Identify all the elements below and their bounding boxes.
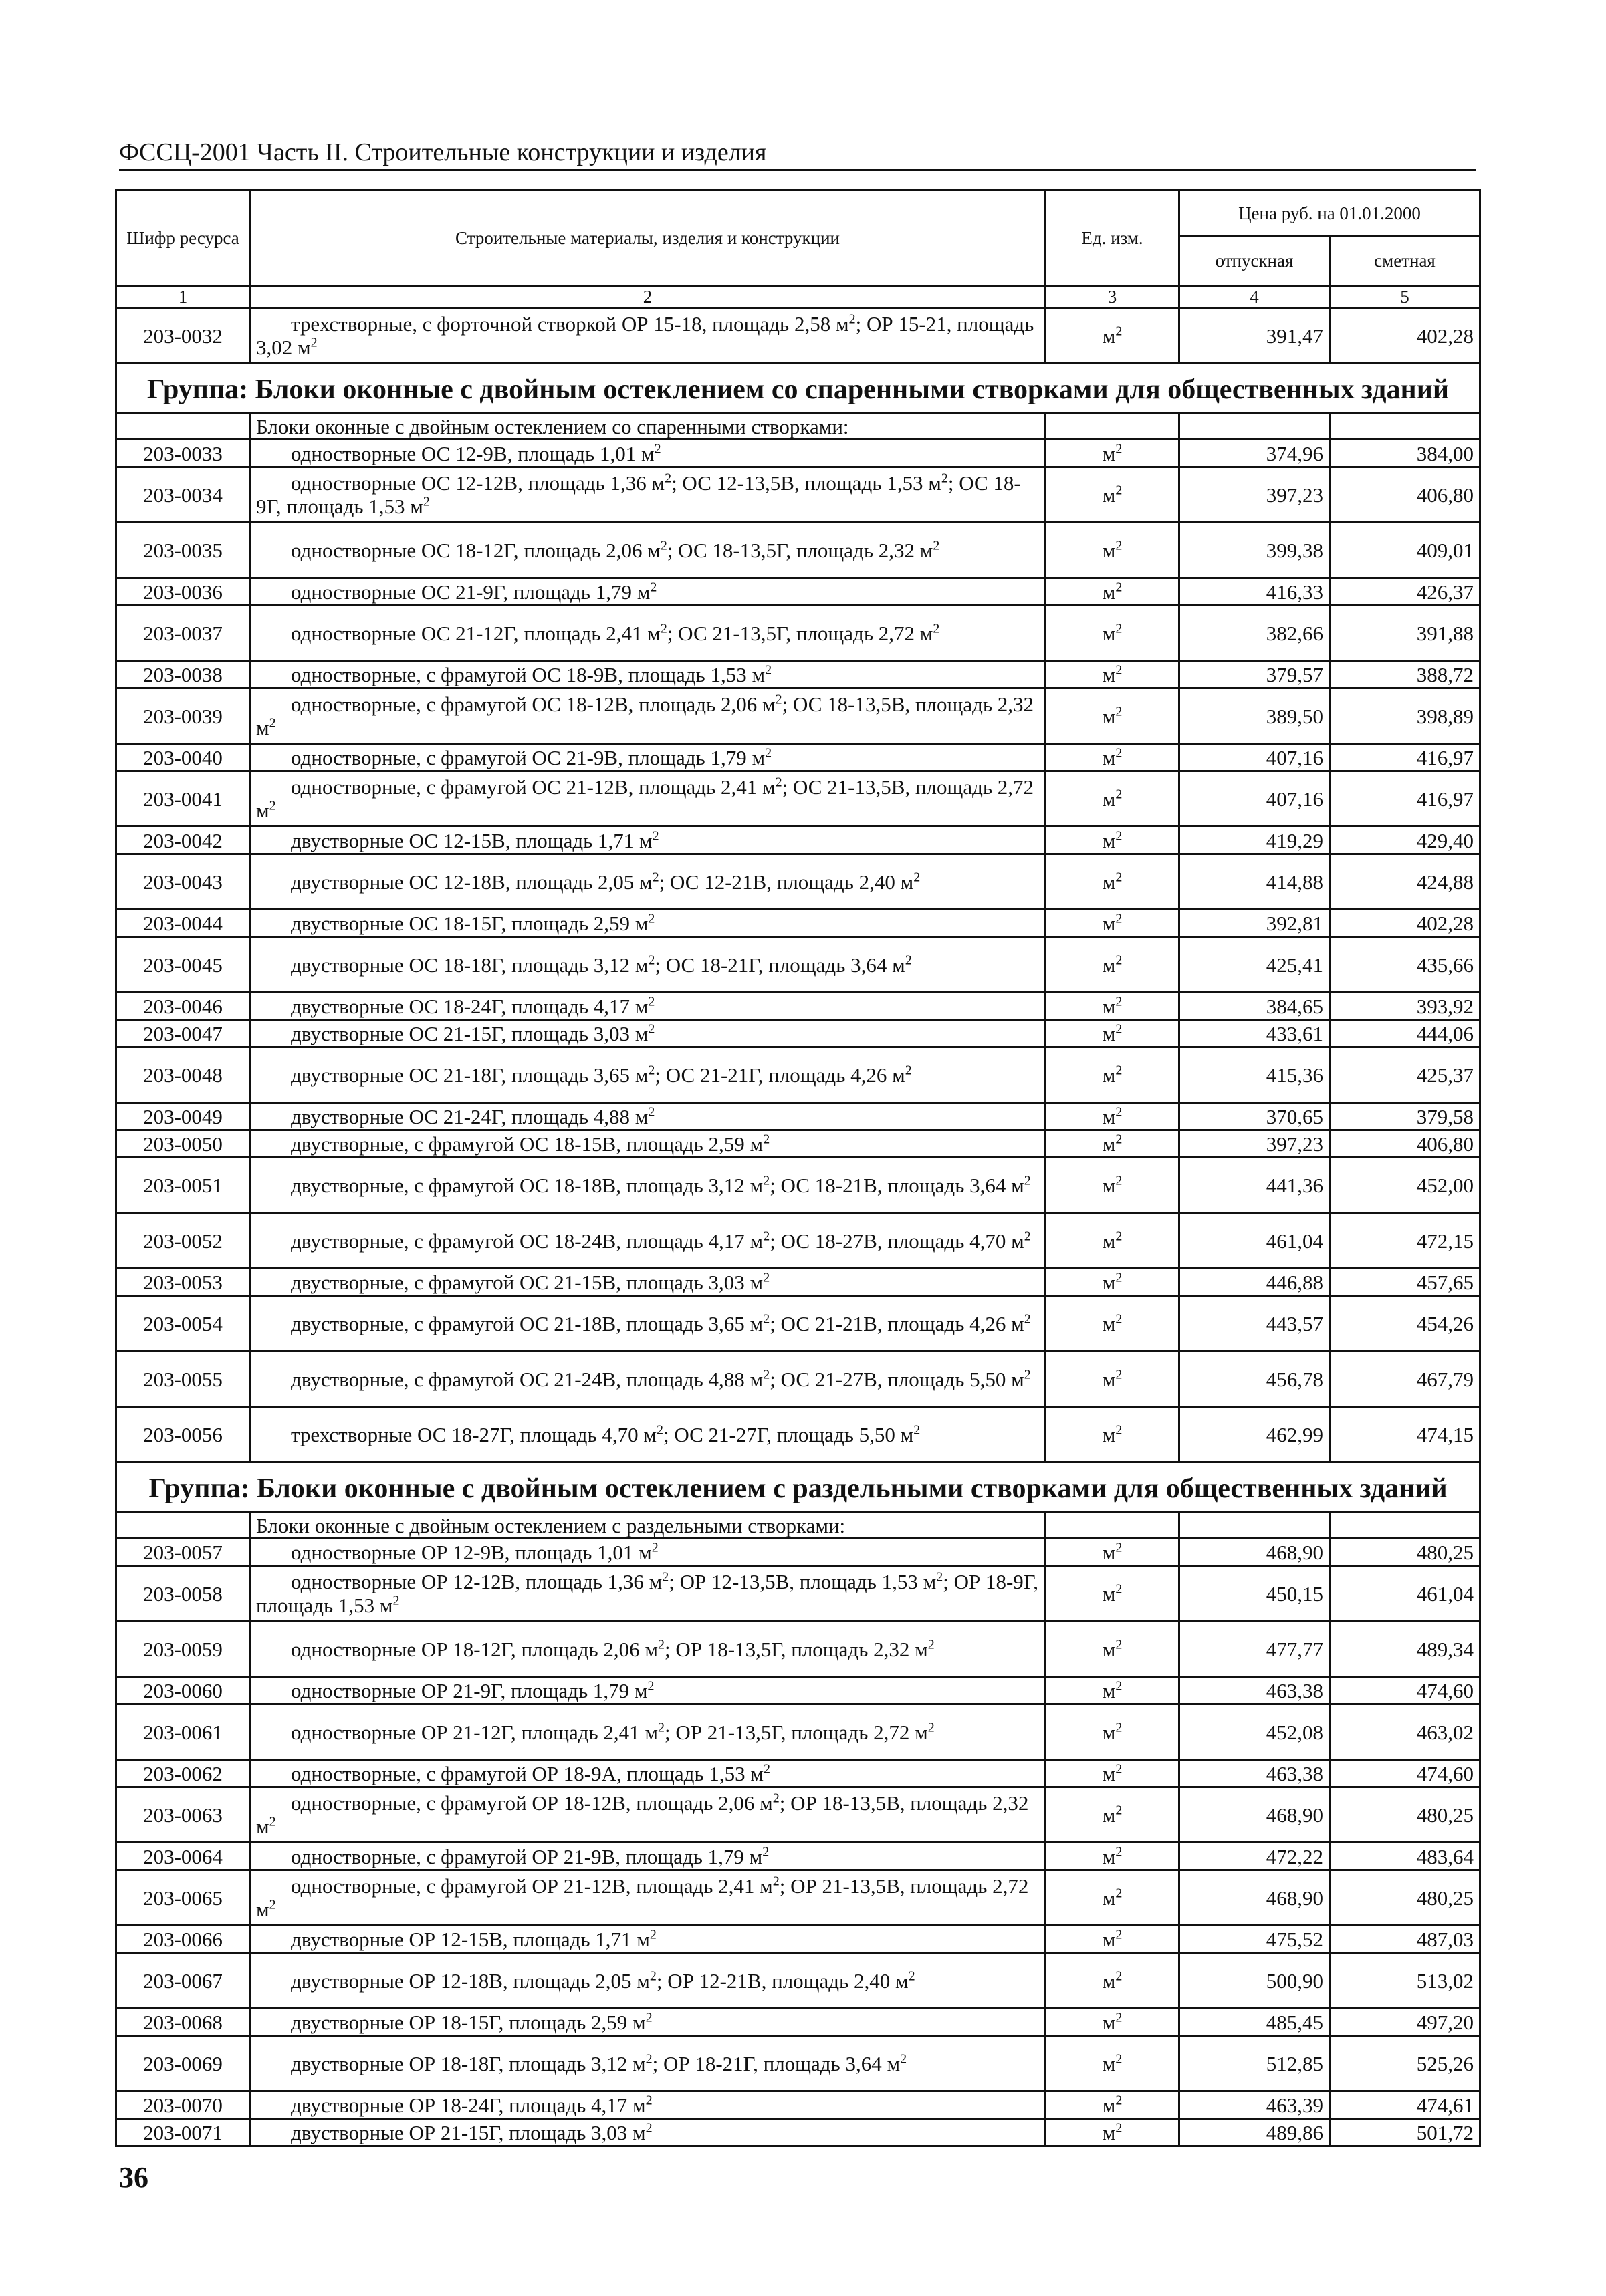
estimate-price: 379,58: [1330, 1103, 1480, 1130]
column-number: 5: [1330, 286, 1480, 308]
price-table-body: [116, 308, 1480, 2146]
table-row: [116, 308, 1480, 364]
unit: $м^2$: [1046, 1566, 1179, 1622]
unit: $м^2$: [1046, 827, 1179, 854]
table-row: [116, 2036, 1480, 2091]
release-price: 462,99: [1179, 1407, 1330, 1462]
resource-code: 203-0047: [116, 1020, 250, 1047]
unit: $м^2$: [1046, 523, 1179, 578]
table-row: [116, 1103, 1480, 1130]
group-intro-row: [116, 1513, 1480, 1539]
unit: $м^2$: [1046, 744, 1179, 771]
estimate-price: 435,66: [1330, 937, 1480, 993]
table-row: [116, 1677, 1480, 1704]
release-price: 477,77: [1179, 1622, 1330, 1677]
item-description: двустворные ОС 12-15В, площадь 1,71 $м^2$: [250, 827, 1046, 854]
resource-code: 203-0068: [116, 2009, 250, 2036]
table-row: [116, 661, 1480, 688]
unit: $м^2$: [1046, 1677, 1179, 1704]
resource-code: 203-0065: [116, 1870, 250, 1926]
estimate-price: 426,37: [1330, 578, 1480, 606]
estimate-price: 457,65: [1330, 1269, 1480, 1296]
estimate-price: 472,15: [1330, 1213, 1480, 1269]
release-price: 472,22: [1179, 1843, 1330, 1870]
column-number-row: [116, 286, 1480, 308]
table-row: [116, 744, 1480, 771]
item-description: двустворные ОР 18-15Г, площадь 2,59 $м^2$: [250, 2009, 1046, 2036]
empty-cell: [1330, 414, 1480, 440]
item-description: двустворные, с фрамугой ОС 21-24В, площадь 4,88 $м^2$; ОС 21-27В, площадь 5,50 $м^2$: [250, 1352, 1046, 1407]
item-description: одностворные ОР 18-12Г, площадь 2,06 $м^2$; ОР 18-13,5Г, площадь 2,32 $м^2$: [250, 1622, 1046, 1677]
release-price: 512,85: [1179, 2036, 1330, 2091]
empty-cell: [1046, 1513, 1179, 1539]
estimate-price: 402,28: [1330, 308, 1480, 364]
table-row: [116, 854, 1480, 910]
estimate-price: 444,06: [1330, 1020, 1480, 1047]
release-price: 468,90: [1179, 1787, 1330, 1843]
unit: $м^2$: [1046, 2009, 1179, 2036]
release-price: 370,65: [1179, 1103, 1330, 1130]
resource-code: 203-0051: [116, 1158, 250, 1213]
table-row: [116, 1787, 1480, 1843]
empty-cell: [116, 1513, 250, 1539]
item-description: двустворные ОР 12-18В, площадь 2,05 $м^2$; ОР 12-21В, площадь 2,40 $м^2$: [250, 1953, 1046, 2009]
table-row: [116, 1158, 1480, 1213]
item-description: двустворные ОР 18-24Г, площадь 4,17 $м^2$: [250, 2091, 1046, 2119]
release-price: 450,15: [1179, 1566, 1330, 1622]
resource-code: 203-0044: [116, 910, 250, 937]
table-row: [116, 523, 1480, 578]
resource-code: 203-0046: [116, 993, 250, 1020]
estimate-price: 452,00: [1330, 1158, 1480, 1213]
item-description: двустворные ОР 12-15В, площадь 1,71 $м^2$: [250, 1926, 1046, 1953]
resource-code: 203-0063: [116, 1787, 250, 1843]
release-price: 397,23: [1179, 467, 1330, 523]
estimate-price: 525,26: [1330, 2036, 1480, 2091]
unit: $м^2$: [1046, 1870, 1179, 1926]
unit: $м^2$: [1046, 1787, 1179, 1843]
item-description: двустворные ОР 21-15Г, площадь 3,03 $м^2$: [250, 2119, 1046, 2146]
estimate-price: 461,04: [1330, 1566, 1480, 1622]
release-price: 463,38: [1179, 1760, 1330, 1787]
unit: $м^2$: [1046, 1213, 1179, 1269]
resource-code: 203-0040: [116, 744, 250, 771]
estimate-price: 398,89: [1330, 688, 1480, 744]
item-description: двустворные ОС 18-24Г, площадь 4,17 $м^2$: [250, 993, 1046, 1020]
release-price: 407,16: [1179, 744, 1330, 771]
page-header: ФССЦ-2001 Часть II. Строительные конструкции и изделия: [119, 137, 1476, 171]
release-price: 452,08: [1179, 1704, 1330, 1760]
item-description: двустворные, с фрамугой ОС 21-15В, площадь 3,03 $м^2$: [250, 1269, 1046, 1296]
table-row: [116, 910, 1480, 937]
item-description: двустворные, с фрамугой ОС 21-18В, площадь 3,65 $м^2$; ОС 21-21В, площадь 4,26 $м^2$: [250, 1296, 1046, 1352]
unit: $м^2$: [1046, 771, 1179, 827]
release-price: 379,57: [1179, 661, 1330, 688]
resource-code: 203-0056: [116, 1407, 250, 1462]
group-heading: Группа: Блоки оконные с двойным остеклением с раздельными створками для общественных зданий: [116, 1462, 1480, 1513]
empty-cell: [1179, 1513, 1330, 1539]
resource-code: 203-0035: [116, 523, 250, 578]
column-header-release-price: отпускная: [1179, 237, 1330, 286]
item-description: двустворные, с фрамугой ОС 18-18В, площадь 3,12 $м^2$; ОС 18-21В, площадь 3,64 $м^2$: [250, 1158, 1046, 1213]
unit: $м^2$: [1046, 1020, 1179, 1047]
unit: $м^2$: [1046, 2091, 1179, 2119]
estimate-price: 483,64: [1330, 1843, 1480, 1870]
resource-code: 203-0052: [116, 1213, 250, 1269]
item-description: трехстворные, с форточной створкой ОР 15-18, площадь 2,58 $м^2$; ОР 15-21, площадь 3,02 $м^2$: [250, 308, 1046, 364]
estimate-price: 480,25: [1330, 1787, 1480, 1843]
item-description: трехстворные ОС 18-27Г, площадь 4,70 $м^2$; ОС 21-27Г, площадь 5,50 $м^2$: [250, 1407, 1046, 1462]
resource-code: 203-0043: [116, 854, 250, 910]
unit: $м^2$: [1046, 1296, 1179, 1352]
release-price: 456,78: [1179, 1352, 1330, 1407]
unit: $м^2$: [1046, 1158, 1179, 1213]
resource-code: 203-0057: [116, 1539, 250, 1566]
estimate-price: 489,34: [1330, 1622, 1480, 1677]
item-description: двустворные, с фрамугой ОС 18-24В, площадь 4,17 $м^2$; ОС 18-27В, площадь 4,70 $м^2$: [250, 1213, 1046, 1269]
unit: $м^2$: [1046, 937, 1179, 993]
price-table: [115, 189, 1481, 2147]
release-price: 463,38: [1179, 1677, 1330, 1704]
table-row: [116, 1407, 1480, 1462]
resource-code: 203-0039: [116, 688, 250, 744]
estimate-price: 416,97: [1330, 744, 1480, 771]
table-row: [116, 1704, 1480, 1760]
item-description: двустворные ОС 21-15Г, площадь 3,03 $м^2$: [250, 1020, 1046, 1047]
table-row: [116, 467, 1480, 523]
release-price: 441,36: [1179, 1158, 1330, 1213]
estimate-price: 409,01: [1330, 523, 1480, 578]
resource-code: 203-0066: [116, 1926, 250, 1953]
item-description: двустворные ОС 18-18Г, площадь 3,12 $м^2$; ОС 18-21Г, площадь 3,64 $м^2$: [250, 937, 1046, 993]
unit: $м^2$: [1046, 2119, 1179, 2146]
release-price: 414,88: [1179, 854, 1330, 910]
item-description: двустворные ОС 21-24Г, площадь 4,88 $м^2$: [250, 1103, 1046, 1130]
item-description: одностворные, с фрамугой ОР 21-12В, площадь 2,41 $м^2$; ОР 21-13,5В, площадь 2,72 $м^2$: [250, 1870, 1046, 1926]
release-price: 489,86: [1179, 2119, 1330, 2146]
estimate-price: 487,03: [1330, 1926, 1480, 1953]
estimate-price: 474,60: [1330, 1760, 1480, 1787]
column-header-name: Строительные материалы, изделия и конструкции: [250, 190, 1046, 286]
release-price: 475,52: [1179, 1926, 1330, 1953]
release-price: 485,45: [1179, 2009, 1330, 2036]
table-row: [116, 1870, 1480, 1926]
resource-code: 203-0053: [116, 1269, 250, 1296]
item-description: одностворные, с фрамугой ОР 18-12В, площадь 2,06 $м^2$; ОР 18-13,5В, площадь 2,32 $м^2$: [250, 1787, 1046, 1843]
estimate-price: 388,72: [1330, 661, 1480, 688]
release-price: 384,65: [1179, 993, 1330, 1020]
release-price: 443,57: [1179, 1296, 1330, 1352]
estimate-price: 393,92: [1330, 993, 1480, 1020]
unit: $м^2$: [1046, 606, 1179, 661]
item-description: одностворные ОР 21-9Г, площадь 1,79 $м^2$: [250, 1677, 1046, 1704]
group-intro: Блоки оконные с двойным остеклением со спаренными створками:: [250, 414, 1046, 440]
release-price: 446,88: [1179, 1269, 1330, 1296]
item-description: одностворные ОС 18-12Г, площадь 2,06 $м^2$; ОС 18-13,5Г, площадь 2,32 $м^2$: [250, 523, 1046, 578]
table-row: [116, 440, 1480, 467]
item-description: одностворные ОР 12-9В, площадь 1,01 $м^2$: [250, 1539, 1046, 1566]
table-row: [116, 1047, 1480, 1103]
item-description: одностворные, с фрамугой ОР 18-9А, площадь 1,53 $м^2$: [250, 1760, 1046, 1787]
release-price: 468,90: [1179, 1870, 1330, 1926]
table-row: [116, 827, 1480, 854]
column-header-price: Цена руб. на 01.01.2000: [1179, 190, 1480, 237]
table-row: [116, 1953, 1480, 2009]
resource-code: 203-0064: [116, 1843, 250, 1870]
table-row: [116, 578, 1480, 606]
item-description: двустворные ОР 18-18Г, площадь 3,12 $м^2$; ОР 18-21Г, площадь 3,64 $м^2$: [250, 2036, 1046, 2091]
estimate-price: 429,40: [1330, 827, 1480, 854]
estimate-price: 474,60: [1330, 1677, 1480, 1704]
release-price: 392,81: [1179, 910, 1330, 937]
resource-code: 203-0034: [116, 467, 250, 523]
resource-code: 203-0067: [116, 1953, 250, 2009]
resource-code: 203-0038: [116, 661, 250, 688]
table-row: [116, 1020, 1480, 1047]
group-heading: Группа: Блоки оконные с двойным остеклением со спаренными створками для общественных зданий: [116, 364, 1480, 414]
page-number: 36: [119, 2161, 148, 2194]
estimate-price: 454,26: [1330, 1296, 1480, 1352]
empty-cell: [1046, 414, 1179, 440]
release-price: 374,96: [1179, 440, 1330, 467]
item-description: одностворные, с фрамугой ОС 21-9В, площадь 1,79 $м^2$: [250, 744, 1046, 771]
table-row: [116, 1539, 1480, 1566]
resource-code: 203-0054: [116, 1296, 250, 1352]
unit: $м^2$: [1046, 688, 1179, 744]
unit: $м^2$: [1046, 1760, 1179, 1787]
unit: $м^2$: [1046, 1047, 1179, 1103]
unit: $м^2$: [1046, 308, 1179, 364]
estimate-price: 467,79: [1330, 1352, 1480, 1407]
column-header-unit: Ед. изм.: [1046, 190, 1179, 286]
empty-cell: [116, 414, 250, 440]
item-description: двустворные, с фрамугой ОС 18-15В, площадь 2,59 $м^2$: [250, 1130, 1046, 1158]
release-price: 391,47: [1179, 308, 1330, 364]
table-row: [116, 937, 1480, 993]
unit: $м^2$: [1046, 1953, 1179, 2009]
release-price: 415,36: [1179, 1047, 1330, 1103]
item-description: одностворные ОС 21-12Г, площадь 2,41 $м^2$; ОС 21-13,5Г, площадь 2,72 $м^2$: [250, 606, 1046, 661]
table-row: [116, 993, 1480, 1020]
estimate-price: 425,37: [1330, 1047, 1480, 1103]
empty-cell: [1330, 1513, 1480, 1539]
resource-code: 203-0042: [116, 827, 250, 854]
item-description: одностворные, с фрамугой ОС 18-9В, площадь 1,53 $м^2$: [250, 661, 1046, 688]
table-row: [116, 1843, 1480, 1870]
column-number: 4: [1179, 286, 1330, 308]
release-price: 461,04: [1179, 1213, 1330, 1269]
estimate-price: 406,80: [1330, 1130, 1480, 1158]
release-price: 425,41: [1179, 937, 1330, 993]
column-number: 1: [116, 286, 250, 308]
item-description: одностворные, с фрамугой ОС 18-12В, площадь 2,06 $м^2$; ОС 18-13,5В, площадь 2,32 $м^2$: [250, 688, 1046, 744]
column-header-code: Шифр ресурса: [116, 190, 250, 286]
unit: $м^2$: [1046, 1622, 1179, 1677]
unit: $м^2$: [1046, 1103, 1179, 1130]
table-row: [116, 1622, 1480, 1677]
release-price: 416,33: [1179, 578, 1330, 606]
estimate-price: 474,15: [1330, 1407, 1480, 1462]
item-description: двустворные ОС 12-18В, площадь 2,05 $м^2$; ОС 12-21В, площадь 2,40 $м^2$: [250, 854, 1046, 910]
item-description: одностворные ОС 12-9В, площадь 1,01 $м^2$: [250, 440, 1046, 467]
estimate-price: 406,80: [1330, 467, 1480, 523]
resource-code: 203-0062: [116, 1760, 250, 1787]
table-row: [116, 1352, 1480, 1407]
group-intro: Блоки оконные с двойным остеклением с раздельными створками:: [250, 1513, 1046, 1539]
item-description: одностворные ОР 12-12В, площадь 1,36 $м^2$; ОР 12-13,5В, площадь 1,53 $м^2$; ОР 18-9Г, площадь 1,53 $м^2$: [250, 1566, 1046, 1622]
unit: $м^2$: [1046, 1352, 1179, 1407]
resource-code: 203-0048: [116, 1047, 250, 1103]
table-row: [116, 1130, 1480, 1158]
resource-code: 203-0049: [116, 1103, 250, 1130]
item-description: двустворные ОС 18-15Г, площадь 2,59 $м^2$: [250, 910, 1046, 937]
item-description: одностворные ОС 21-9Г, площадь 1,79 $м^2$: [250, 578, 1046, 606]
item-description: одностворные ОС 12-12В, площадь 1,36 $м^2$; ОС 12-13,5В, площадь 1,53 $м^2$; ОС 18-9Г, площадь 1,53 $м^2$: [250, 467, 1046, 523]
estimate-price: 384,00: [1330, 440, 1480, 467]
resource-code: 203-0060: [116, 1677, 250, 1704]
group-intro-row: [116, 414, 1480, 440]
estimate-price: 474,61: [1330, 2091, 1480, 2119]
release-price: 399,38: [1179, 523, 1330, 578]
release-price: 382,66: [1179, 606, 1330, 661]
release-price: 433,61: [1179, 1020, 1330, 1047]
estimate-price: 402,28: [1330, 910, 1480, 937]
unit: $м^2$: [1046, 1130, 1179, 1158]
unit: $м^2$: [1046, 440, 1179, 467]
unit: $м^2$: [1046, 1926, 1179, 1953]
estimate-price: 480,25: [1330, 1539, 1480, 1566]
resource-code: 203-0055: [116, 1352, 250, 1407]
release-price: 407,16: [1179, 771, 1330, 827]
unit: $м^2$: [1046, 1407, 1179, 1462]
unit: $м^2$: [1046, 854, 1179, 910]
resource-code: 203-0037: [116, 606, 250, 661]
unit: $м^2$: [1046, 661, 1179, 688]
group-heading-row: [116, 364, 1480, 414]
resource-code: 203-0041: [116, 771, 250, 827]
release-price: 463,39: [1179, 2091, 1330, 2119]
resource-code: 203-0036: [116, 578, 250, 606]
table-row: [116, 1926, 1480, 1953]
estimate-price: 513,02: [1330, 1953, 1480, 2009]
estimate-price: 501,72: [1330, 2119, 1480, 2146]
release-price: 397,23: [1179, 1130, 1330, 1158]
table-row: [116, 688, 1480, 744]
estimate-price: 480,25: [1330, 1870, 1480, 1926]
table-row: [116, 606, 1480, 661]
table-row: [116, 1566, 1480, 1622]
estimate-price: 424,88: [1330, 854, 1480, 910]
estimate-price: 497,20: [1330, 2009, 1480, 2036]
resource-code: 203-0069: [116, 2036, 250, 2091]
table-row: [116, 2009, 1480, 2036]
release-price: 419,29: [1179, 827, 1330, 854]
unit: $м^2$: [1046, 1704, 1179, 1760]
unit: $м^2$: [1046, 993, 1179, 1020]
unit: $м^2$: [1046, 1539, 1179, 1566]
estimate-price: 463,02: [1330, 1704, 1480, 1760]
price-table-container: [115, 189, 1479, 2147]
unit: $м^2$: [1046, 1843, 1179, 1870]
resource-code: 203-0045: [116, 937, 250, 993]
release-price: 500,90: [1179, 1953, 1330, 2009]
table-row: [116, 1296, 1480, 1352]
estimate-price: 416,97: [1330, 771, 1480, 827]
unit: $м^2$: [1046, 2036, 1179, 2091]
column-header-estimate-price: сметная: [1330, 237, 1480, 286]
resource-code: 203-0032: [116, 308, 250, 364]
table-row: [116, 1213, 1480, 1269]
resource-code: 203-0071: [116, 2119, 250, 2146]
table-row: [116, 1760, 1480, 1787]
table-row: [116, 1269, 1480, 1296]
resource-code: 203-0059: [116, 1622, 250, 1677]
item-description: одностворные, с фрамугой ОР 21-9В, площадь 1,79 $м^2$: [250, 1843, 1046, 1870]
table-row: [116, 771, 1480, 827]
table-row: [116, 2119, 1480, 2146]
resource-code: 203-0050: [116, 1130, 250, 1158]
item-description: одностворные ОР 21-12Г, площадь 2,41 $м^2$; ОР 21-13,5Г, площадь 2,72 $м^2$: [250, 1704, 1046, 1760]
column-number: 3: [1046, 286, 1179, 308]
empty-cell: [1179, 414, 1330, 440]
unit: $м^2$: [1046, 578, 1179, 606]
unit: $м^2$: [1046, 910, 1179, 937]
table-row: [116, 2091, 1480, 2119]
release-price: 468,90: [1179, 1539, 1330, 1566]
unit: $м^2$: [1046, 1269, 1179, 1296]
resource-code: 203-0058: [116, 1566, 250, 1622]
resource-code: 203-0033: [116, 440, 250, 467]
item-description: одностворные, с фрамугой ОС 21-12В, площадь 2,41 $м^2$; ОС 21-13,5В, площадь 2,72 $м^2$: [250, 771, 1046, 827]
column-number: 2: [250, 286, 1046, 308]
resource-code: 203-0070: [116, 2091, 250, 2119]
item-description: двустворные ОС 21-18Г, площадь 3,65 $м^2$; ОС 21-21Г, площадь 4,26 $м^2$: [250, 1047, 1046, 1103]
resource-code: 203-0061: [116, 1704, 250, 1760]
estimate-price: 391,88: [1330, 606, 1480, 661]
unit: $м^2$: [1046, 467, 1179, 523]
release-price: 389,50: [1179, 688, 1330, 744]
group-heading-row: [116, 1462, 1480, 1513]
